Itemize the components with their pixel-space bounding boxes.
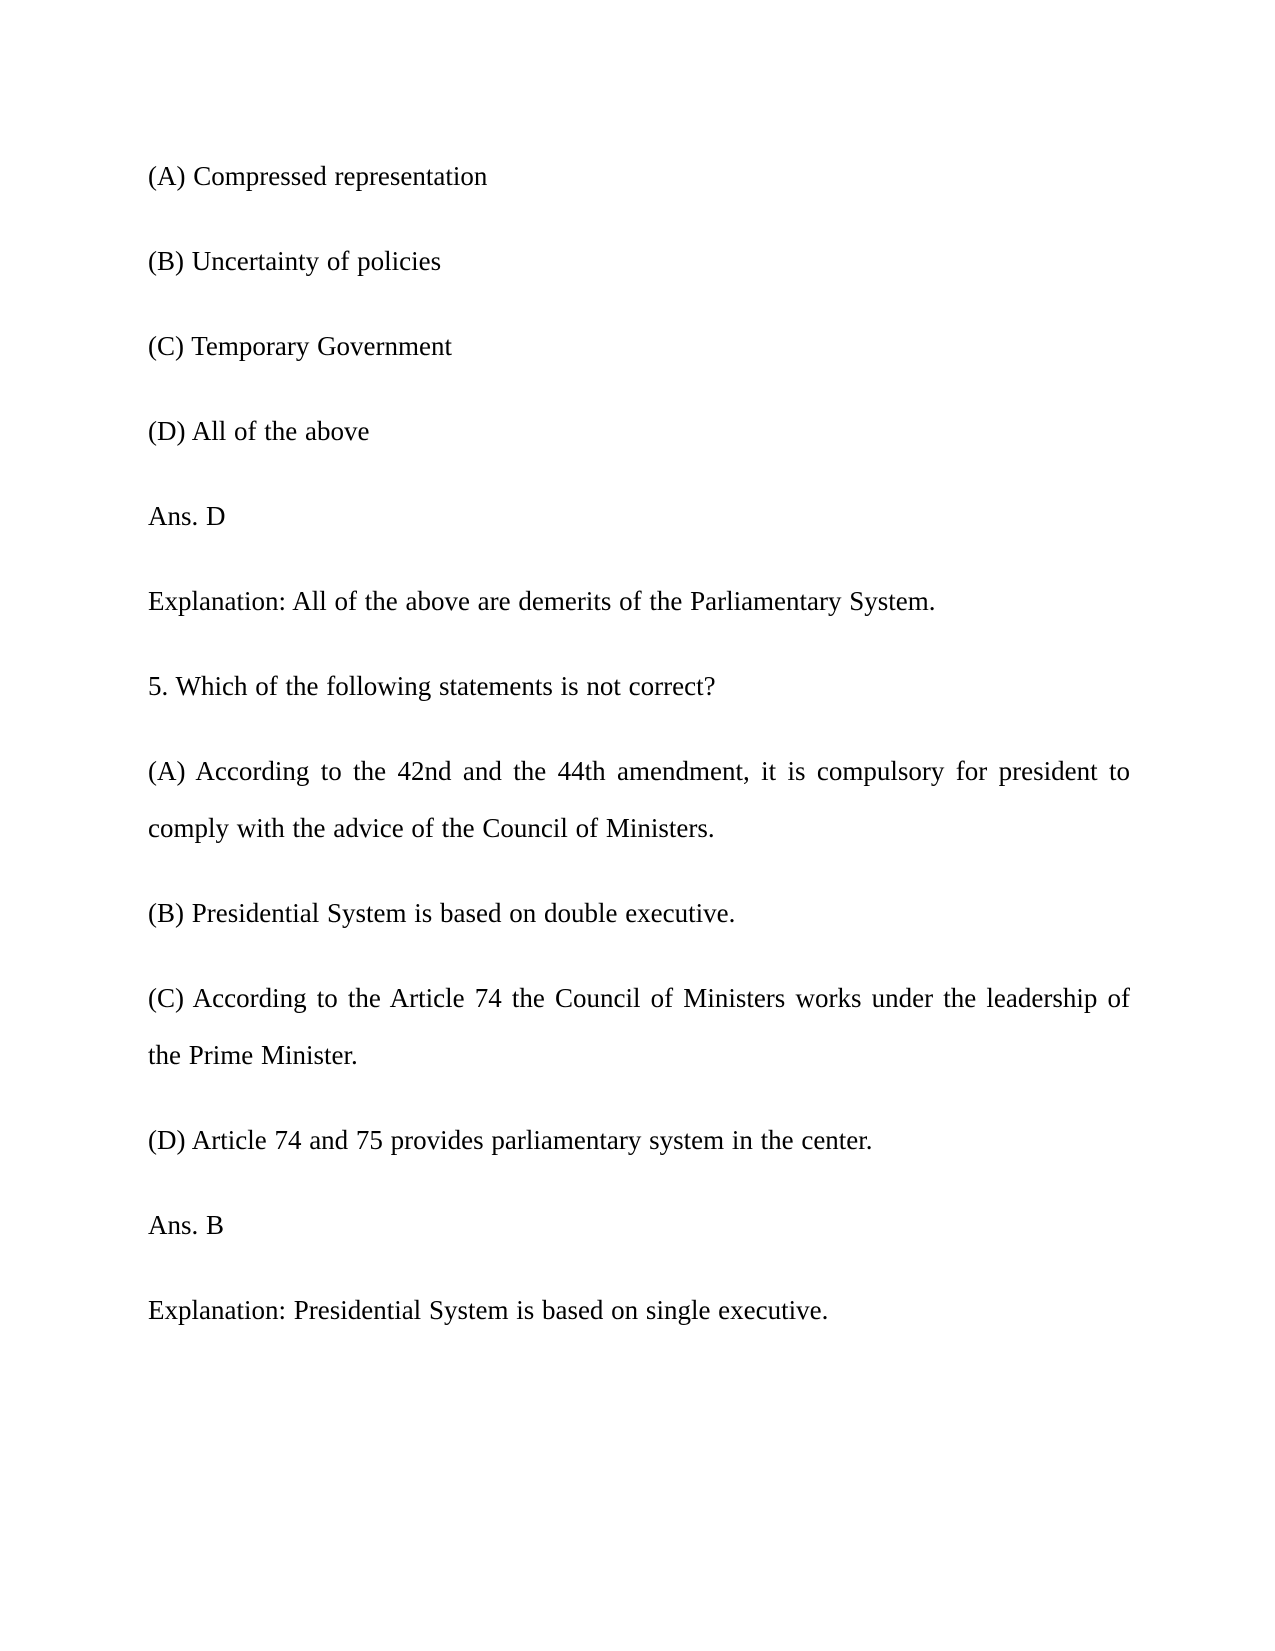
option-b: (B) Uncertainty of policies xyxy=(148,246,442,276)
question-5: 5. Which of the following statements is not correct? xyxy=(148,671,716,701)
question-5-option-b: (B) Presidential System is based on double executive. xyxy=(148,898,736,928)
option-d: (D) All of the above xyxy=(148,416,370,446)
question-5-option-d: (D) Article 74 and 75 provides parliamentary system in the center. xyxy=(148,1125,873,1155)
explanation: Explanation: All of the above are demerits of the Parliamentary System. xyxy=(148,586,936,616)
question-5-answer: Ans. B xyxy=(148,1210,225,1240)
option-c: (C) Temporary Government xyxy=(148,331,453,361)
option-a: (A) Compressed representation xyxy=(148,161,488,191)
question-5-option-a: (A) According to the 42nd and the 44th amendment, it is compulsory for president to comply with the advice of the Council of Ministers. xyxy=(148,756,1130,843)
question-5-explanation: Explanation: Presidential System is based on single executive. xyxy=(148,1295,829,1325)
question-5-option-c: (C) According to the Article 74 the Council of Ministers works under the leadership of the Prime Minister. xyxy=(148,983,1130,1070)
answer: Ans. D xyxy=(148,501,226,531)
